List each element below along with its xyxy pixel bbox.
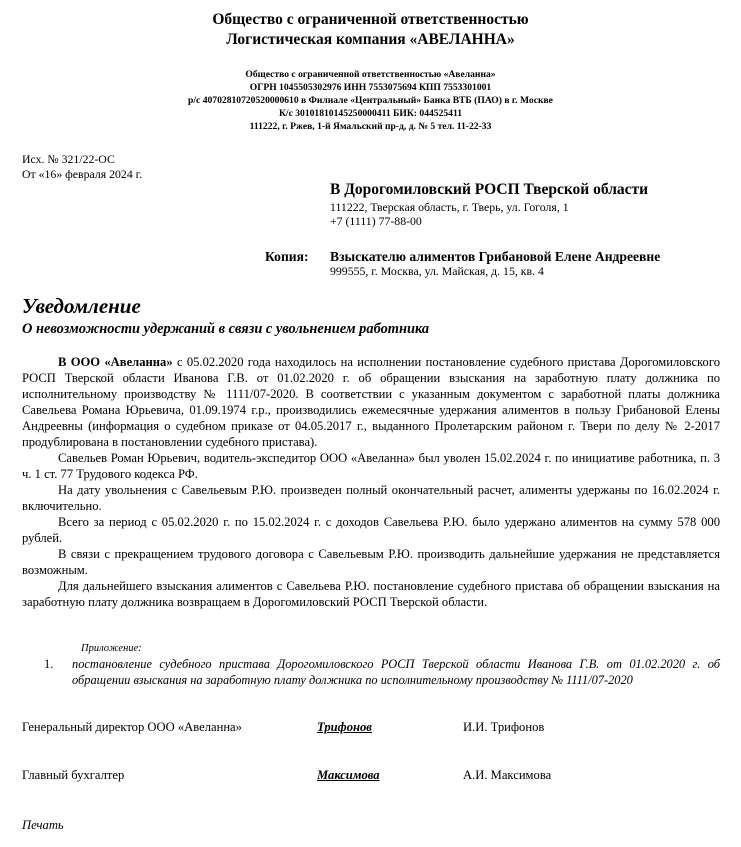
body-paragraph: На дату увольнения с Савельевым Р.Ю. произведен полный окончательный расчет, алименты удержаны по 16.02.2024 г. включительно.	[22, 483, 720, 513]
company-name-line1: Общество с ограниченной ответственностью	[212, 11, 529, 28]
signer-position: Главный бухгалтер	[22, 768, 125, 782]
company-name-bold: В ООО «Авеланна»	[58, 355, 173, 369]
requisites-line: р/с 40702810720520000610 в Филиале «Центральный» Банка ВТБ (ПАО) в г. Москве	[188, 95, 553, 106]
copy-recipient-name: Взыскателю алиментов Грибановой Елене Андреевне	[330, 249, 661, 264]
stamp-label: Печать	[22, 818, 64, 832]
document-subtitle: О невозможности удержаний в связи с увольнением работника	[22, 321, 430, 337]
appendix-item-text: постановление судебного пристава Дорогомиловского РОСП Тверской области Иванова Г.В. от 01.02.2020 г. об обращении взыскания на заработную плату должника по исполнительному производству № 1111/07-2020	[72, 657, 720, 687]
recipient-name: В Дорогомиловский РОСП Тверской области	[330, 181, 649, 198]
requisites-line: ОГРН 1045505302976 ИНН 7553075694 КПП 7553301001	[249, 82, 492, 93]
recipient-address: 111222, Тверская область, г. Тверь, ул. Гоголя, 1	[330, 200, 569, 214]
paragraph-text: с 05.02.2020 года находилось на исполнении постановление судебного пристава Дорогомиловского РОСП Тверской области Иванова Г.В. от 01.02.2020 г. об обращении взыскания на заработную плату должника по исполнительному производству № 1111/07-2020. В соответствии с указанным документом с заработной платы должника Савельева Романа Юрьевича, 01.09.1974 г.р., производились ежемесячные удержания алиментов в пользу Грибановой Елены Андреевны (информация о судебном приказе от 04.05.2017 г., выданного Пролетарским районом г. Твери по делу № 2-2017 продублирована в постановлении судебного пристава).	[22, 355, 720, 449]
requisites-line: Общество с ограниченной ответственностью «Авеланна»	[245, 69, 496, 80]
document-body	[22, 354, 720, 610]
requisites-line: 111222, г. Ржев, 1-й Ямальский пр-д, д. № 5 тел. 11-22-33	[249, 121, 492, 132]
body-paragraph: Всего за период с 05.02.2020 г. по 15.02.2024 г. с доходов Савельева Р.Ю. было удержано алиментов на сумму 578 000 рублей.	[22, 515, 720, 545]
body-paragraph: Савельев Роман Юрьевич, водитель-экспедитор ООО «Авеланна» был уволен 15.02.2024 г. по инициативе работника, п. 3 ч. 1 ст. 77 Трудового кодекса РФ.	[22, 451, 720, 481]
appendix-item-number: 1.	[44, 657, 54, 671]
body-paragraph: Для дальнейшего взыскания алиментов с Савельева Р.Ю. постановление судебного пристава об обращении взыскания на заработную плату должника возвращаем в Дорогомиловский РОСП Тверской области.	[22, 579, 720, 609]
appendix-label: Приложение:	[81, 643, 142, 654]
signature: Максимова	[317, 768, 380, 782]
company-name-line2: Логистическая компания «АВЕЛАННА»	[226, 31, 515, 48]
outgoing-number: Исх. № 321/22-ОС	[22, 152, 115, 166]
signer-name: А.И. Максимова	[463, 768, 552, 782]
signer-name: И.И. Трифонов	[463, 720, 545, 734]
signer-position: Генеральный директор ООО «Авеланна»	[22, 720, 242, 734]
signature: Трифонов	[317, 720, 372, 734]
copy-recipient-address: 999555, г. Москва, ул. Майская, д. 15, кв. 4	[330, 264, 544, 278]
requisites-line: К/с 30101810145250000411 БИК: 044525411	[278, 108, 463, 119]
recipient-phone: +7 (1111) 77-88-00	[330, 214, 422, 228]
body-paragraph	[22, 354, 720, 450]
copy-label: Копия:	[265, 249, 309, 264]
body-paragraph: В связи с прекращением трудового договора с Савельевым Р.Ю. производить дальнейшие удержания не представляется возможным.	[22, 547, 720, 577]
outgoing-date: От «16» февраля 2024 г.	[22, 167, 143, 181]
document-title: Уведомление	[22, 294, 141, 318]
